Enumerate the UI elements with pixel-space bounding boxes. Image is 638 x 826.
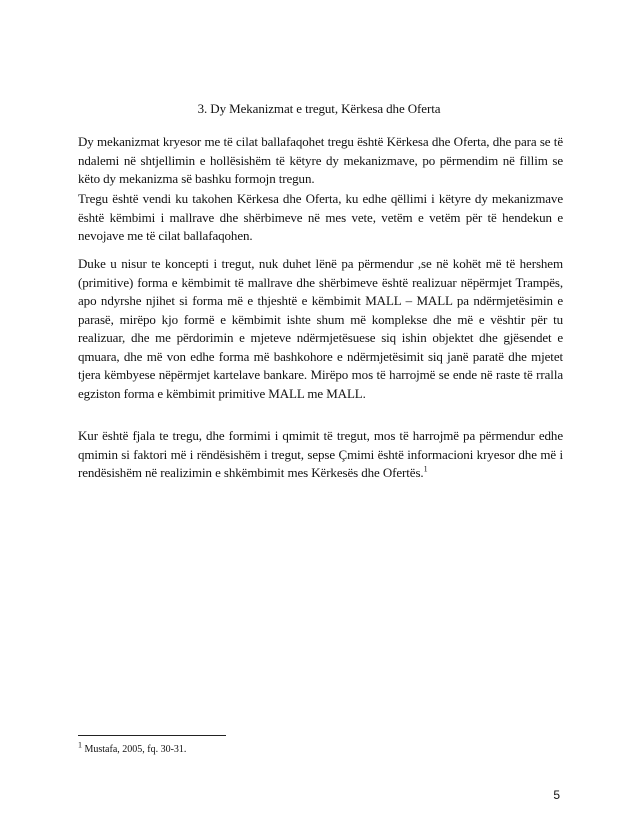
section-heading: 3. Dy Mekanizmat e tregut, Kërkesa dhe Oferta [197, 101, 441, 116]
paragraph-1: Dy mekanizmat kryesor me të cilat ballafaqohet tregu është Kërkesa dhe Oferta, dhe para se të ndalemi në shtjellimin e hollësishëm të këtyre dy mekanizmave, po përmendim në fillim se këto dy mekanizma së bashku formojn tregun. [78, 134, 563, 186]
footnote-reference[interactable]: 1 [423, 464, 428, 474]
page-number: 5 [553, 788, 560, 802]
paragraph-4 [78, 427, 563, 483]
paragraph-3: Duke u nisur te koncepti i tregut, nuk duhet lënë pa përmendur ,se në kohët më të hershem (primitive) forma e këmbimit të mallrave dhe shërbimeve është realizuar nëpërmjet Trampës, apo ndyrshe njihet si forma më e thjeshtë e këmbimit MALL – MALL pa ndërmjetësimin e parasë, mirëpo kjo formë e këmbimit ishte shum më komplekse dhe më e vështir për tu realizuar, dhe me përdorimin e mjeteve ndërmjetësuese siq ishin objektet dhe gjësendet e qmuara, dhe më von edhe forma më bashkohore e ndërmjetësimit siq janë paratë dhe mjetet tjera këmbyese nëpërmjet kartelave bankare. Mirëpo mos të harrojmë se ende në raste të rralla egziston forma e këmbimit primitive MALL me MALL. [78, 256, 563, 401]
paragraph-2: Tregu është vendi ku takohen Kërkesa dhe Oferta, ku edhe qëllimi i këtyre dy mekanizmave është këmbimi i mallrave dhe shërbimeve në mes vete, vetëm e vetëm për të hendekun e nevojave me të cilat ballafaqohen. [78, 191, 563, 243]
footnote-divider [78, 735, 226, 736]
footnote [78, 740, 187, 757]
footnote-text: Mustafa, 2005, fq. 30-31. [82, 744, 187, 755]
paragraph-4-text: Kur është fjala te tregu, dhe formimi i qmimit të tregut, mos të harrojmë pa përmendur edhe qmimin si faktori më i rëndësishëm i tregut, sepse Çmimi është informacioni kryesor dhe më i rendësishëm në realizimin e shkëmbimit mes Kërkesës dhe Ofertës. [78, 428, 563, 480]
footnote-number: 1 [78, 740, 82, 750]
